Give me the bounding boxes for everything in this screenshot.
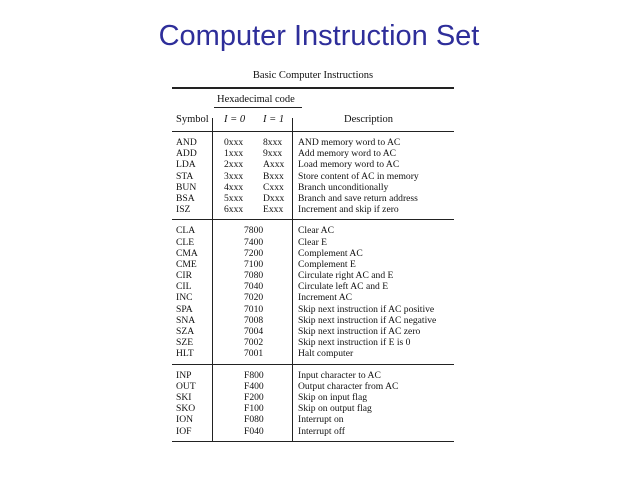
instruction-table <box>172 70 454 442</box>
cell-code: F080 <box>244 414 264 426</box>
cell-symbol: SPA <box>176 303 193 315</box>
cell-code: 7200 <box>244 247 264 259</box>
cell-symbol: SNA <box>176 314 196 326</box>
cell-i0: 6xxx <box>224 204 244 216</box>
cell-description: Skip next instruction if AC positive <box>298 303 435 315</box>
cell-description: Circulate left AC and E <box>298 281 389 293</box>
cell-description: Interrupt off <box>298 425 345 437</box>
cell-symbol: CLA <box>176 225 196 237</box>
table-row <box>172 281 454 292</box>
cell-code: 7040 <box>244 281 264 293</box>
cell-description: AND memory word to AC <box>298 137 401 148</box>
cell-i1: 9xxx <box>263 148 283 160</box>
table-row <box>172 237 454 248</box>
cell-symbol: BUN <box>176 181 197 193</box>
table-row <box>172 259 454 270</box>
i1-header: I = 1 <box>263 114 285 125</box>
cell-symbol: ADD <box>176 148 197 160</box>
cell-symbol: SKO <box>176 403 196 415</box>
cell-i0: 2xxx <box>224 159 244 171</box>
hex-code-header: Hexadecimal code <box>217 94 295 105</box>
cell-description: Skip next instruction if E is 0 <box>298 337 411 349</box>
table-row <box>172 137 454 148</box>
table-row <box>172 171 454 182</box>
cell-code: 7080 <box>244 270 264 282</box>
cell-i1: Axxx <box>263 159 285 171</box>
cell-symbol: ION <box>176 414 194 426</box>
cell-description: Skip on output flag <box>298 403 372 415</box>
cell-i0: 0xxx <box>224 137 244 148</box>
table-row <box>172 315 454 326</box>
cell-symbol: IOF <box>176 425 192 437</box>
cell-symbol: CIL <box>176 281 192 293</box>
cell-symbol: CME <box>176 258 197 270</box>
table-row <box>172 204 454 215</box>
cell-symbol: HLT <box>176 348 194 360</box>
cell-description: Skip next instruction if AC zero <box>298 326 421 337</box>
cell-code: 7020 <box>244 292 264 304</box>
table-row <box>172 270 454 281</box>
table-row <box>172 337 454 348</box>
cell-description: Branch and save return address <box>298 192 418 204</box>
cell-description: Circulate right AC and E <box>298 270 394 282</box>
header-row-2 <box>172 109 454 131</box>
table-row <box>172 148 454 159</box>
table-row <box>172 426 454 437</box>
table-row <box>172 370 454 381</box>
io-reference-group <box>172 365 454 441</box>
cell-code: F400 <box>244 380 264 392</box>
cell-symbol: INC <box>176 292 193 304</box>
cell-symbol: SZA <box>176 326 195 337</box>
cell-description: Add memory word to AC <box>298 148 397 160</box>
cell-description: Skip next instruction if AC negative <box>298 314 437 326</box>
table-row <box>172 403 454 414</box>
cell-symbol: SKI <box>176 391 192 403</box>
table-row <box>172 248 454 259</box>
table-row <box>172 392 454 403</box>
cell-description: Input character to AC <box>298 369 381 381</box>
cell-symbol: AND <box>176 137 197 148</box>
header-row-1 <box>172 89 454 109</box>
column-divider-code <box>292 118 293 442</box>
table-row <box>172 348 454 359</box>
table-bottom-rule <box>172 441 454 442</box>
register-reference-group <box>172 220 454 363</box>
cell-symbol: OUT <box>176 380 196 392</box>
cell-i1: Bxxx <box>263 170 284 182</box>
cell-symbol: CIR <box>176 270 192 282</box>
cell-description: Load memory word to AC <box>298 159 400 171</box>
cell-code: 7004 <box>244 326 264 337</box>
cell-description: Output character from AC <box>298 380 399 392</box>
cell-code: 7010 <box>244 303 264 315</box>
cell-description: Clear AC <box>298 225 334 237</box>
cell-description: Increment AC <box>298 292 353 304</box>
cell-symbol: BSA <box>176 192 195 204</box>
cell-i1: 8xxx <box>263 137 283 148</box>
table-row <box>172 326 454 337</box>
table-caption: Basic Computer Instructions <box>252 70 374 81</box>
cell-symbol: LDA <box>176 159 196 171</box>
cell-i0: 5xxx <box>224 192 244 204</box>
cell-description: Complement E <box>298 258 356 270</box>
cell-i1: Cxxx <box>263 181 284 193</box>
cell-i0: 4xxx <box>224 181 244 193</box>
cell-code: 7400 <box>244 236 264 248</box>
cell-i0: 1xxx <box>224 148 244 160</box>
table-row <box>172 225 454 236</box>
table-row <box>172 414 454 425</box>
column-divider-symbol <box>212 118 213 442</box>
cell-code: 7001 <box>244 348 264 360</box>
hex-code-underline <box>214 107 302 108</box>
cell-code: 7100 <box>244 258 264 270</box>
cell-description: Clear E <box>298 236 328 248</box>
cell-i0: 3xxx <box>224 170 244 182</box>
cell-description: Increment and skip if zero <box>298 204 399 216</box>
cell-symbol: STA <box>176 170 194 182</box>
cell-description: Complement AC <box>298 247 363 259</box>
i0-header: I = 0 <box>224 114 246 125</box>
table-row <box>172 292 454 303</box>
symbol-header: Symbol <box>176 114 209 125</box>
cell-description: Branch unconditionally <box>298 181 389 193</box>
table-row <box>172 304 454 315</box>
cell-symbol: CLE <box>176 236 195 248</box>
cell-description: Store content of AC in memory <box>298 170 419 182</box>
slide-title: Computer Instruction Set <box>158 20 480 52</box>
cell-i1: Dxxx <box>263 192 285 204</box>
table-row <box>172 182 454 193</box>
cell-description: Interrupt on <box>298 414 344 426</box>
cell-code: 7008 <box>244 314 264 326</box>
cell-code: F040 <box>244 425 264 437</box>
cell-code: F100 <box>244 403 264 415</box>
table-row <box>172 159 454 170</box>
table-row <box>172 193 454 204</box>
memory-reference-group <box>172 132 454 219</box>
cell-symbol: CMA <box>176 247 198 259</box>
cell-code: F800 <box>244 369 264 381</box>
cell-symbol: INP <box>176 369 192 381</box>
cell-code: F200 <box>244 391 264 403</box>
cell-symbol: ISZ <box>176 204 191 216</box>
table-row <box>172 381 454 392</box>
cell-symbol: SZE <box>176 337 194 349</box>
cell-i1: Exxx <box>263 204 284 216</box>
cell-code: 7800 <box>244 225 264 237</box>
cell-description: Skip on input flag <box>298 391 368 403</box>
cell-code: 7002 <box>244 337 264 349</box>
cell-description: Halt computer <box>298 348 354 360</box>
description-header: Description <box>344 114 393 125</box>
